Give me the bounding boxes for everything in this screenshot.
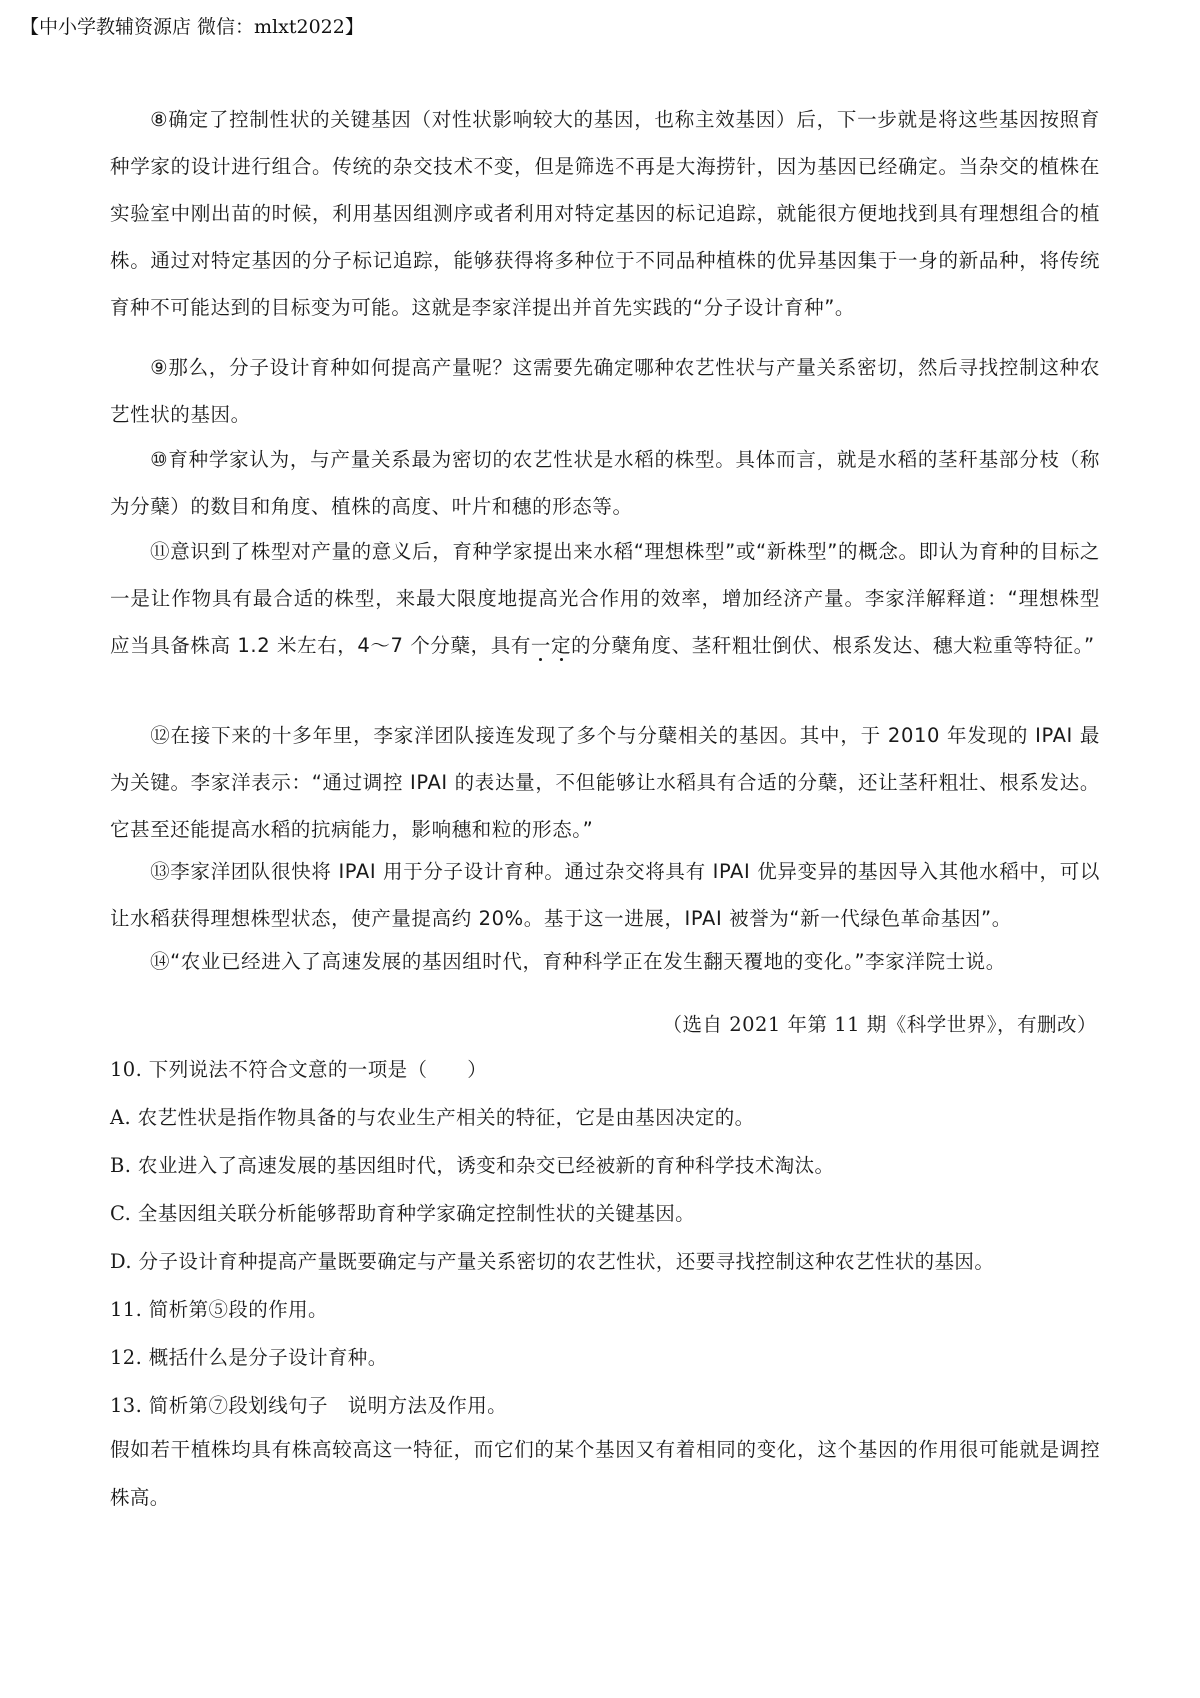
paragraph-10: ⑩育种学家认为，与产量关系最为密切的农艺性状是水稻的株型。具体而言，就是水稻的茎秆基部分枝（称为分蘖）的数目和角度、植株的高度、叶片和穗的形态等。 <box>110 448 1100 518</box>
question-11: 11. 简析第⑤段的作用。 <box>110 1298 328 1321</box>
paragraph-12: ⑫在接下来的十多年里，李家洋团队接连发现了多个与分蘖相关的基因。其中，于 2010 年发现的 IPAI 最为关键。李家洋表示：“通过调控 IPAI 的表达量，不但能够让水稻具有合适的分蘖，还让茎秆粗壮、根系发达。它甚至还能提高水稻的抗病能力，影响穗和粒的形态。” <box>110 724 1100 841</box>
option-a: A. 农艺性状是指作物具备的与农业生产相关的特征，它是由基因决定的。 <box>110 1106 755 1129</box>
emphasis-dot-char: 一 <box>530 634 552 657</box>
emphasis-dot-char: 定 <box>551 634 572 657</box>
paragraph-9: ⑨那么，分子设计育种如何提高产量呢？这需要先确定哪种农艺性状与产量关系密切，然后寻找控制这种农艺性状的基因。 <box>110 356 1100 426</box>
question-13: 13. 简析第⑦段划线句子 说明方法及作用。 <box>110 1394 508 1417</box>
question-10: 10. 下列说法不符合文意的一项是（ ） <box>110 1058 488 1081</box>
paragraph-11: ⑪意识到了株型对产量的意义后，育种学家提出来水稻“理想株型”或“新株型”的概念。即认为育种的目标之一是让作物具有最合适的株型，来最大限度地提高光合作用的效率，增加经济产量。李家洋解释道：“理想株型应当具备株高 1.2 米左右，4～7 个分蘖，具有一定的分蘖角度、茎秆粗壮倒伏、根系发达、穗大粒重等特征。” <box>110 540 1100 657</box>
paragraph-14: ⑭“农业已经进入了高速发展的基因组时代，育种科学正在发生翻天覆地的变化。”李家洋院士说。 <box>150 950 1006 973</box>
paragraph-13: ⑬李家洋团队很快将 IPAI 用于分子设计育种。通过杂交将具有 IPAI 优异变异的基因导入其他水稻中，可以让水稻获得理想株型状态，使产量提高约 20%。基于这一进展，IPAI 被誉为“新一代绿色革命基因”。 <box>110 860 1100 930</box>
watermark-header: 【中小学教辅资源店 微信：mlxt2022】 <box>20 16 364 38</box>
question-12: 12. 概括什么是分子设计育种。 <box>110 1346 388 1369</box>
paragraph-8: ⑧确定了控制性状的关键基因（对性状影响较大的基因，也称主效基因）后，下一步就是将这些基因按照育种学家的设计进行组合。传统的杂交技术不变，但是筛选不再是大海捞针，因为基因已经确定。当杂交的植株在实验室中刚出苗的时候，利用基因组测序或者利用对特定基因的标记追踪，就能很方便地找到具有理想组合的植株。通过对特定基因的分子标记追踪，能够获得将多种位于不同品种植株的优异基因集于一身的新品种，将传统育种不可能达到的目标变为可能。这就是李家洋提出并首先实践的“分子设计育种”。 <box>110 108 1100 319</box>
option-b: B. 农业进入了高速发展的基因组时代，诱变和杂交已经被新的育种科学技术淘汰。 <box>110 1154 835 1177</box>
underlined-sentence: 假如若干植株均具有株高较高这一特征，而它们的某个基因又有着相同的变化，这个基因的作用很可能就是调控株高。 <box>110 1438 1100 1509</box>
option-c: C. 全基因组关联分析能够帮助育种学家确定控制性状的关键基因。 <box>110 1202 696 1225</box>
option-d: D. 分子设计育种提高产量既要确定与产量关系密切的农艺性状，还要寻找控制这种农艺性状的基因。 <box>110 1250 995 1273</box>
source-citation: （选自 2021 年第 11 期《科学世界》，有删改） <box>662 1013 1097 1036</box>
